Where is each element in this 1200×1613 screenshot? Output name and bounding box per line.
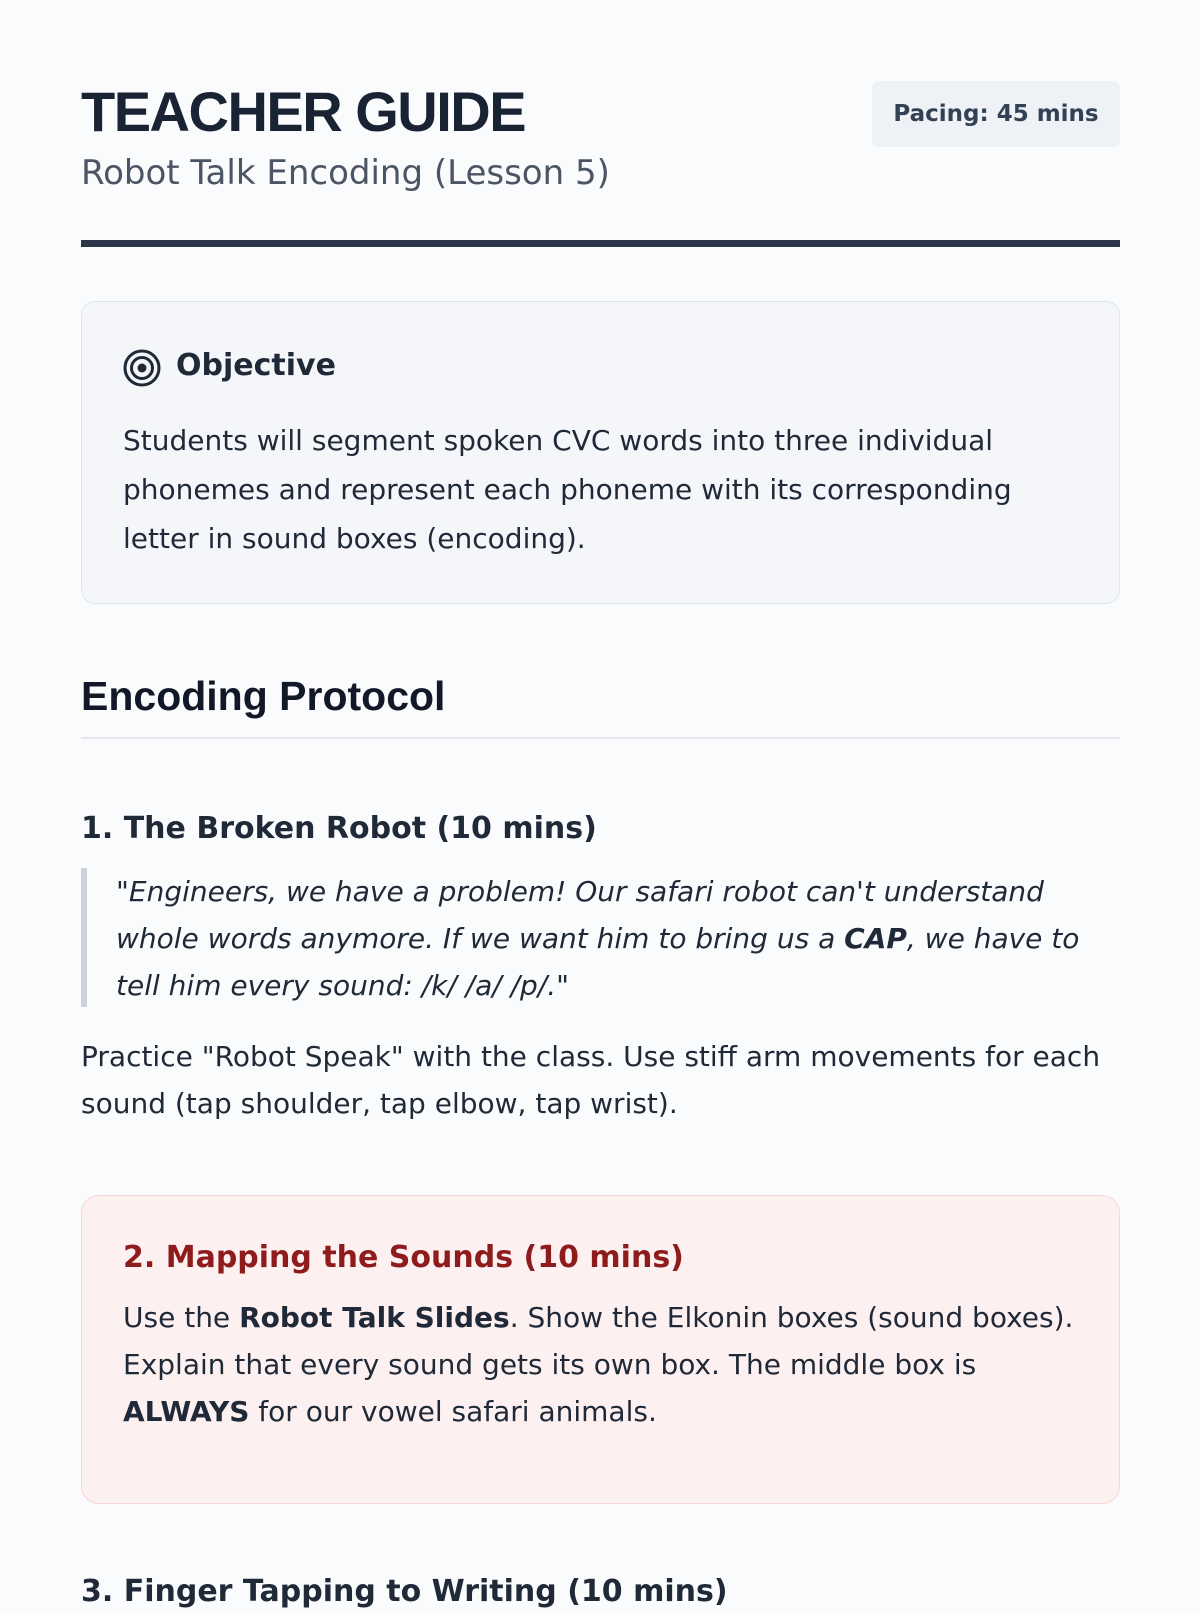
step-2-text-part: for our vowel safari animals. <box>249 1395 657 1428</box>
teacher-script-quote <box>81 868 1097 1007</box>
quote-text-part: , we have to tell him every sound: /k/ /a/ /p/." <box>116 922 1080 1002</box>
quote-bold-word: CAP <box>844 922 907 955</box>
quote-text-part: "Engineers, we have a problem! Our safari robot can't understand whole words anymore. If we want him to bring us a <box>116 875 1044 955</box>
pacing-badge: Pacing: 45 mins <box>872 81 1120 147</box>
step-2-text <box>123 1294 1103 1435</box>
step-3-title: 3. Finger Tapping to Writing (10 mins) <box>81 1574 728 1609</box>
target-icon <box>122 348 162 388</box>
step-2-text-part: . Show the Elkonin boxes (sound boxes). Explain that every sound gets its own box. The middle box is <box>123 1301 1074 1381</box>
page-subtitle: Robot Talk Encoding (Lesson 5) <box>81 153 610 193</box>
step-2-title: 2. Mapping the Sounds (10 mins) <box>123 1240 684 1275</box>
step-2-text-part: Use the <box>123 1301 240 1334</box>
page-title: TEACHER GUIDE <box>81 80 526 143</box>
objective-title: Objective <box>176 348 336 383</box>
step-1-body: Practice "Robot Speak" with the class. Use stiff arm movements for each sound (tap shoulder, tap elbow, tap wrist). <box>81 1040 1101 1120</box>
section-heading: Encoding Protocol <box>81 673 446 719</box>
step-1-title: 1. The Broken Robot (10 mins) <box>81 811 597 846</box>
emphasis-word: ALWAYS <box>123 1395 250 1428</box>
mapping-callout <box>81 1195 1120 1504</box>
slides-name: Robot Talk Slides <box>239 1301 510 1334</box>
objective-card <box>81 301 1120 604</box>
section-divider <box>81 737 1120 739</box>
quote-text <box>116 868 1106 1009</box>
header-divider <box>81 240 1120 247</box>
objective-text: Students will segment spoken CVC words into three individual phonemes and represent each phoneme with its corresponding letter in sound boxes (encoding). <box>123 424 1012 555</box>
